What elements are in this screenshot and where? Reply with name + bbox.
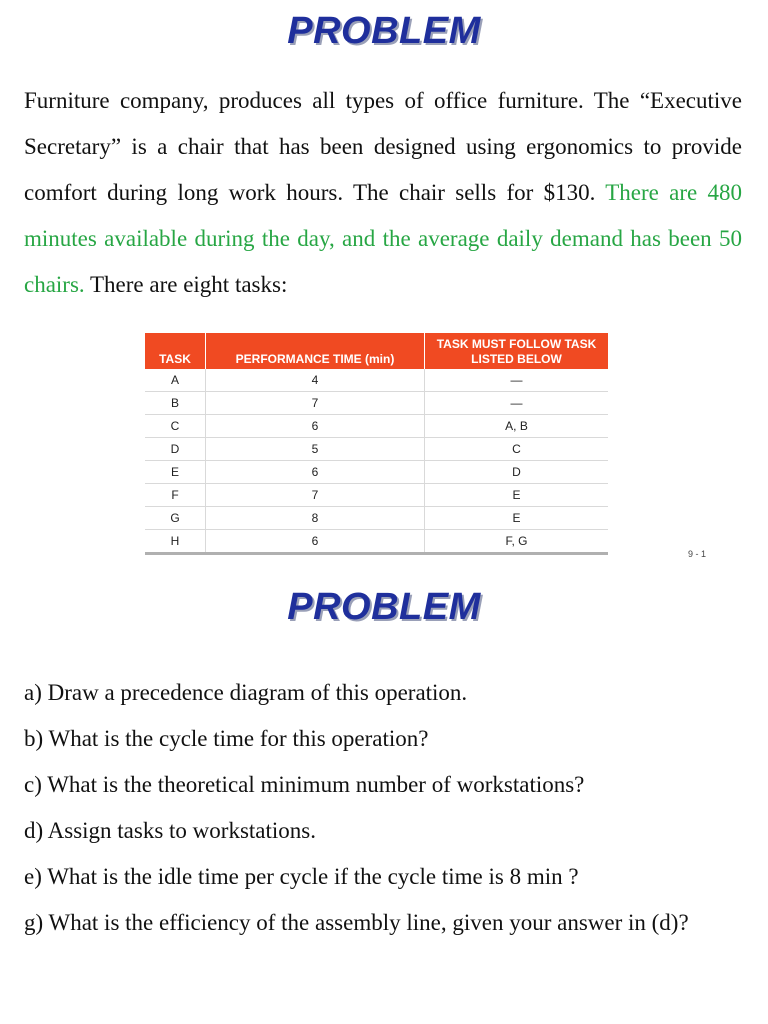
header-task: TASK	[145, 333, 206, 369]
task-table	[145, 333, 608, 555]
time-cell: 7	[206, 392, 425, 415]
table-row	[145, 369, 608, 392]
table-row	[145, 392, 608, 415]
question-item: d) Assign tasks to workstations.	[24, 818, 316, 843]
predecessor-cell: E	[425, 484, 609, 507]
question-list	[24, 670, 744, 946]
predecessor-cell: F, G	[425, 530, 609, 554]
highlighted-text: There are 480 minutes available during the day, and the average daily demand has been 50 chairs.	[24, 180, 742, 297]
table-row	[145, 530, 608, 554]
slide-number: 9 - 1	[688, 549, 707, 559]
question-item: g) What is the efficiency of the assembly line, given your answer in (d)?	[24, 910, 689, 935]
predecessor-cell: E	[425, 507, 609, 530]
time-cell: 7	[206, 484, 425, 507]
task-cell: D	[145, 438, 206, 461]
intro-text: Furniture company, produces all types of office furniture. The “Executive Secretary” is a chair that has been designed using ergonomics to provide comfort during long work hours. The chair sells for $130.	[24, 88, 742, 205]
time-cell: 6	[206, 530, 425, 554]
question-item: e) What is the idle time per cycle if the cycle time is 8 min ?	[24, 864, 579, 889]
predecessor-cell: D	[425, 461, 609, 484]
question-item: c) What is the theoretical minimum number of workstations?	[24, 772, 585, 797]
question-item: a) Draw a precedence diagram of this operation.	[24, 680, 468, 705]
task-cell: H	[145, 530, 206, 554]
task-cell: A	[145, 369, 206, 392]
table-header-row	[145, 333, 608, 369]
table-row	[145, 438, 608, 461]
task-cell: E	[145, 461, 206, 484]
header-predecessor: TASK MUST FOLLOW TASK LISTED BELOW	[425, 333, 609, 369]
section-title: PROBLEM	[287, 586, 481, 628]
predecessor-cell: A, B	[425, 415, 609, 438]
time-cell: 8	[206, 507, 425, 530]
table-row	[145, 484, 608, 507]
time-cell: 6	[206, 461, 425, 484]
time-cell: 6	[206, 415, 425, 438]
page-title: PROBLEM	[287, 10, 481, 52]
task-cell: F	[145, 484, 206, 507]
time-cell: 4	[206, 369, 425, 392]
predecessor-cell: C	[425, 438, 609, 461]
time-cell: 5	[206, 438, 425, 461]
header-performance-time: PERFORMANCE TIME (min)	[206, 333, 425, 369]
task-cell: B	[145, 392, 206, 415]
question-item: b) What is the cycle time for this operation?	[24, 726, 429, 751]
problem-description	[24, 78, 742, 308]
intro-text-end: There are eight tasks:	[84, 272, 288, 297]
task-cell: C	[145, 415, 206, 438]
table-row	[145, 507, 608, 530]
task-cell: G	[145, 507, 206, 530]
predecessor-cell: —	[425, 392, 609, 415]
table-row	[145, 461, 608, 484]
predecessor-cell: —	[425, 369, 609, 392]
table-row	[145, 415, 608, 438]
